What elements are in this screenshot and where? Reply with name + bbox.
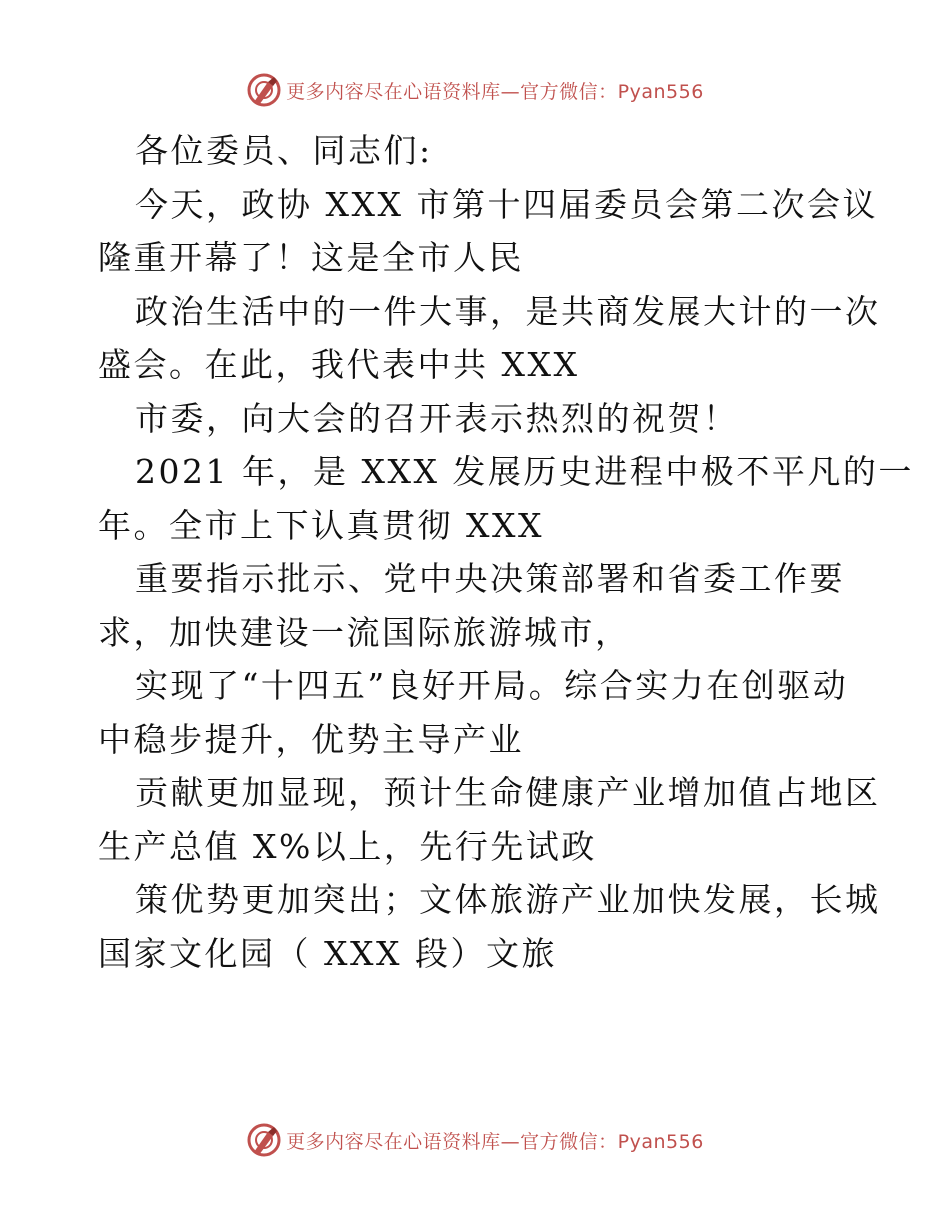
text-line: 今天，政协 XXX 市第十四届委员会第二次会议 [135, 184, 878, 224]
text-line: 市委，向大会的召开表示热烈的祝贺！ [135, 398, 739, 438]
text-line: 策优势更加突出；文体旅游产业加快发展，长城 [135, 880, 881, 919]
watermark-text: 更多内容尽在心语资料库—官方微信：Pyan556 [286, 1130, 704, 1153]
text-line: 年。全市上下认真贯彻 XXX [98, 505, 544, 545]
text-line: 国家文化园（ XXX 段）文旅 [98, 933, 557, 973]
text-line: 2021 年，是 XXX 发展历史进程中极不平凡的一 [135, 452, 914, 491]
text-line: 中稳步提升，优势主导产业 [98, 719, 524, 759]
document-body [98, 124, 914, 980]
watermark-text: 更多内容尽在心语资料库—官方微信：Pyan556 [286, 80, 704, 103]
text-line: 贡献更加显现，预计生命健康产业增加值占地区 [135, 773, 881, 812]
header-watermark [0, 70, 950, 110]
text-line: 实现了“十四五”良好开局。综合实力在创驱动 [135, 666, 849, 705]
text-line: 政治生活中的一件大事，是共商发展大计的一次 [135, 291, 881, 331]
text-line: 生产总值 X%以上，先行先试政 [98, 826, 597, 866]
pen-logo-icon [246, 1122, 282, 1158]
footer-watermark [0, 1120, 950, 1160]
text-line: 求，加快建设一流国际旅游城市， [98, 612, 631, 652]
text-line: 隆重开幕了！这是全市人民 [98, 238, 524, 277]
text-line: 重要指示批示、党中央决策部署和省委工作要 [135, 559, 845, 598]
pen-logo-icon [246, 72, 282, 108]
text-line: 盛会。在此，我代表中共 XXX [98, 345, 580, 384]
text-line: 各位委员、同志们: [135, 131, 433, 170]
